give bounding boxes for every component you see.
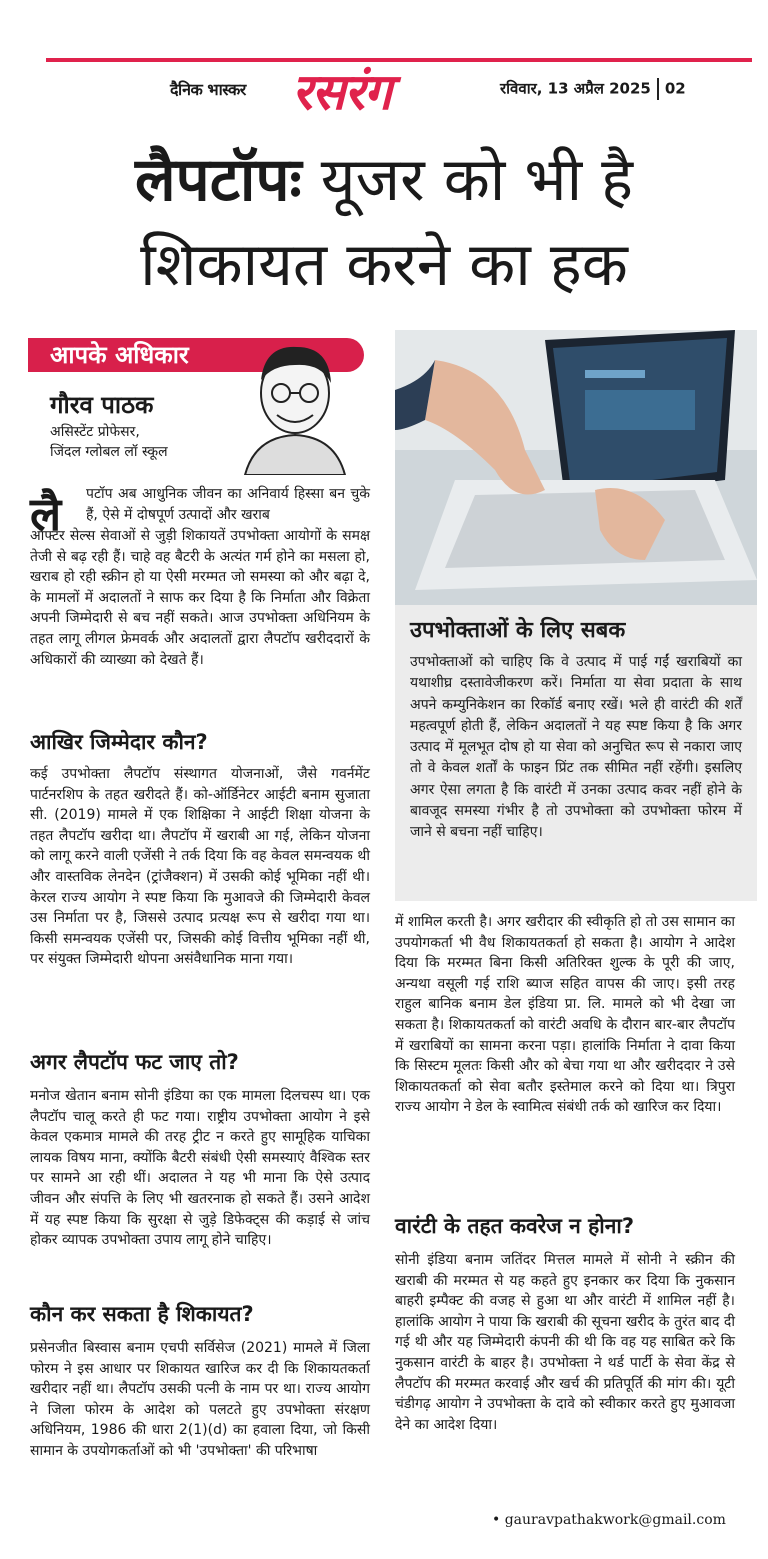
author-email-text: gauravpathakwork@gmail.com <box>504 1512 726 1528</box>
section-heading-warranty: वारंटी के तहत कवरेज न होना? <box>395 1214 634 1238</box>
section-body-explosion: मनोज खेतान बनाम सोनी इंडिया का एक मामला दिलचस्प था। एक लैपटॉप चालू करते ही फट गया। राष्ट्रीय उपभोक्ता आयोग ने इसे केवल एकमात्र मामले की तरह ट्रीट न करते हुए सामूहिक याचिका लायक विषय माना, क्योंकि बैटरी संबंधी ऐसी समस्याएं वैश्विक स्तर पर सामने आ रही थीं। अदालत ने यह भी माना कि ऐसे उत्पाद जीवन और संपत्ति के लिए भी खतरनाक हो सकते हैं। उसने आदेश में यह स्पष्ट किया कि सुरक्षा से जुड़े डिफेक्ट्स की कड़ाई से जांच होकर व्यापक उपभोक्ता उपाय लागू होने चाहिए। <box>30 1088 370 1249</box>
laptop-illustration <box>395 330 757 605</box>
sidebar-heading: उपभोक्ताओं के लिए सबक <box>410 618 626 643</box>
section-body-responsibility: कई उपभोक्ता लैपटॉप संस्थागत योजनाओं, जैसे गवर्नमेंट पार्टनरशिप के तहत खरीदते हैं। को-ऑर्डिनेटर आईटी बनाम सुजाता सी. (2019) मामले में एक शिक्षिका ने आईटी शिक्षा योजना के तहत लैपटॉप खरीदा था। लैपटॉप में खराबी आ गई, लेकिन योजना को लागू करने वाली एजेंसी ने तर्क दिया कि वह केवल समन्वयक थी और वास्तविक लेनदेन (ट्रांजैक्शन) में उसकी कोई भूमिका नहीं थी। केरल राज्य आयोग ने स्पष्ट किया कि मुआवजे की जिम्मेदारी केवल उस निर्माता पर है, जिससे उत्पाद प्रत्यक्ष रूप से खरीदा गया था। किसी समन्वयक एजेंसी पर, जिसकी कोई वित्तीय भूमिका नहीं थी, पर संयुक्त जिम्मेदारी थोपना असंवैधानिक माना गया। <box>30 766 370 968</box>
masthead-rule <box>46 58 752 62</box>
headline-line-2: शिकायत करने का हक <box>140 230 628 300</box>
section-body-who-can-complain: प्रसेनजीत बिस्वास बनाम एचपी सर्विसेज (2021) मामले में जिला फोरम ने इस आधार पर शिकायत खारिज कर दी कि शिकायतकर्ता खरीदार नहीं था। लैपटॉप उसकी पत्नी के नाम पर था। राज्य आयोग ने जिला फोरम के आदेश को पलटते हुए उपभोक्ता संरक्षण अधिनियम, 1986 की धारा 2(1)(d) का हवाला दिया, जो किसी सामान के उपयोगकर्ताओं को भी 'उपभोक्ता' की परिभाषा <box>30 1340 370 1459</box>
continued-body: में शामिल करती है। अगर खरीदार की स्वीकृति हो तो उस सामान का उपयोगकर्ता भी वैध शिकायतकर्ता हो सकता है। आयोग ने आदेश दिया कि मरम्मत बिना किसी अतिरिक्त शुल्क के पूरी की जाए, अन्यथा वसूली गई राशि ब्याज सहित वापस की जाए। इसी तरह राहुल बानिक बनाम डेल इंडिया प्रा. लि. मामले को भी देखा जा सकता है। शिकायतकर्ता को वारंटी अवधि के दौरान बार-बार लैपटॉप में खराबियों का सामना करना पड़ा। हालांकि निर्माता ने दावा किया कि सिस्टम मूलतः किसी और को बेचा गया था और खरीददार ने उसे शिकायतकर्ता को सेवा बतौर इस्तेमाल करने को दिया था। त्रिपुरा राज्य आयोग ने डेल के स्वामित्व संबंधी तर्क को खारिज कर दिया। <box>395 914 735 1116</box>
page-number: 02 <box>664 79 686 98</box>
intro-body: ऑफ्टर सेल्स सेवाओं से जुड़ी शिकायतें उपभोक्ता आयोगों के समक्ष तेजी से बढ़ रही हैं। चाहे वह बैटरी के अत्यंत गर्म होने का मसला हो, खराब हो रही स्क्रीन हो या ऐसी मरम्मत जो समस्या को और बढ़ा दे, के मामलों में अदालतों ने साफ कर दिया है कि निर्माता और विक्रेता अपनी जिम्मेदारी से बच नहीं सकते। आज उपभोक्ता अधिनियम के तहत लागू लीगल फ्रेमवर्क और अदालतों द्वारा लैपटॉप खरीददारों के अधिकारों की व्याख्या को देखते हैं। <box>30 528 370 668</box>
section-heading-responsibility: आखिर जिम्मेदार कौन? <box>30 730 208 754</box>
date-text: रविवार, 13 अप्रैल 2025 <box>500 79 651 98</box>
supplement-logo: रसरंग <box>292 63 391 121</box>
dropcap: लै <box>30 487 62 541</box>
dateline <box>500 78 686 100</box>
author-email <box>492 1512 726 1528</box>
column-banner-label: आपके अधिकार <box>50 341 189 369</box>
headline-line-1 <box>0 140 768 220</box>
author-sketch-portrait <box>225 335 365 475</box>
date-separator <box>657 78 659 100</box>
headline-rest: यूजर को भी है <box>320 145 634 215</box>
bullet-icon: • <box>492 1512 505 1528</box>
sidebar-body: उपभोक्ताओं को चाहिए कि वे उत्पाद में पाई गईं खराबियों का यथाशीघ्र दस्तावेजीकरण करें। निर्माता या सेवा प्रदाता के साथ अपने कम्युनिकेशन का रिकॉर्ड बनाए रखें। भले ही वारंटी की शर्तें महत्वपूर्ण होती हैं, लेकिन अदालतों ने यह स्पष्ट किया है कि अगर उत्पाद में मूलभूत दोष हो या सेवा को अनुचित रूप से नकारा जाए तो वे केवल शर्तों के फाइन प्रिंट तक सीमित नहीं रहेंगी। इसलिए अगर ऐसा लगता है कि वारंटी में उनका उत्पाद कवर नहीं होने के बावजूद समस्या गंभीर है तो उपभोक्ता को उपभोक्ता फोरम में जाने से बचना नहीं चाहिए। <box>410 654 742 841</box>
author-name: गौरव पाठक <box>50 391 154 419</box>
section-body-warranty: सोनी इंडिया बनाम जतिंदर मित्तल मामले में सोनी ने स्क्रीन की खराबी की मरम्मत से यह कहते हुए इनकार कर दिया कि नुकसान बाहरी इम्पैक्ट की वजह से हुआ था और वारंटी में शामिल नहीं है। हालांकि आयोग ने पाया कि खराबी की सूचना खरीद के तुरंत बाद दी गई थी और यह जिम्मेदारी कंपनी की थी कि वह यह साबित करे कि नुकसान वारंटी के बाहर है। उपभोक्ता ने थर्ड पार्टी के सेवा केंद्र से लैपटॉप की मरम्मत करवाई और खर्च की प्रतिपूर्ति की मांग की। यूटी चंडीगढ़ आयोग ने उपभोक्ता के दावे को स्वीकार करते हुए मुआवजा देने का आदेश दिया। <box>395 1252 735 1433</box>
author-role-line-1: असिस्टेंट प्रोफेसर, <box>50 424 140 440</box>
laptop-typing-photo <box>395 330 757 605</box>
intro-first-lines: पटॉप अब आधुनिक जीवन का अनिवार्य हिस्सा बन चुके हैं, ऐसे में दोषपूर्ण उत्पादों और खराब <box>86 486 370 523</box>
section-heading-explosion: अगर लैपटॉप फट जाए तो? <box>30 1050 239 1074</box>
section-heading-who-can-complain: कौन कर सकता है शिकायत? <box>30 1302 254 1326</box>
headline-bold: लैपटॉपः <box>134 145 302 215</box>
author-role <box>50 422 168 462</box>
author-role-line-2: जिंदल ग्लोबल लॉ स्कूल <box>50 444 168 460</box>
publisher-logo: दैनिक भास्कर <box>170 80 246 99</box>
